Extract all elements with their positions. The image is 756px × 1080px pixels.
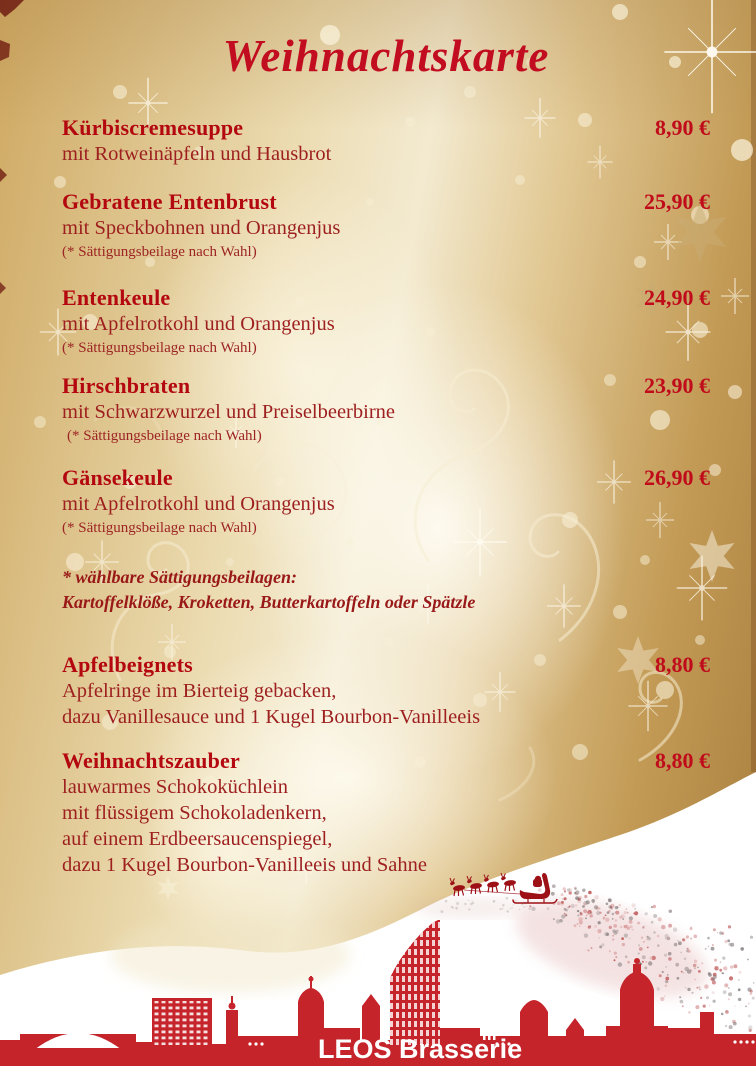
brand-label: LEOS Brasserie	[318, 1034, 523, 1064]
menu-item	[62, 373, 710, 447]
item-price: 8,80 €	[655, 652, 710, 677]
item-price: 8,90 €	[655, 115, 710, 140]
menu-item	[62, 189, 710, 263]
item-desc: mit flüssigem Schokoladenkern,	[62, 802, 327, 824]
item-desc: dazu Vanillesauce und 1 Kugel Bourbon-Vanilleeis	[62, 706, 481, 728]
item-note: (* Sättigungsbeilage nach Wahl)	[62, 340, 257, 356]
item-desc: mit Apfelrotkohl und Orangenjus	[62, 313, 335, 335]
item-price: 8,80 €	[655, 748, 710, 773]
item-price: 24,90 €	[644, 285, 710, 310]
item-name: Gebratene Entenbrust	[62, 189, 277, 214]
item-price: 23,90 €	[644, 373, 710, 398]
item-desc: mit Rotweinäpfeln und Hausbrot	[62, 143, 332, 165]
item-name: Hirschbraten	[62, 373, 191, 398]
page-title: Weihnachtskarte	[222, 31, 550, 81]
item-name: Apfelbeignets	[62, 652, 193, 677]
item-desc: dazu 1 Kugel Bourbon-Vanilleeis und Sahne	[62, 854, 427, 876]
menu-item	[62, 465, 710, 539]
item-name: Weihnachtszauber	[62, 748, 240, 773]
item-name: Gänsekeule	[62, 465, 173, 490]
sides-note	[62, 565, 710, 615]
item-desc: Apfelringe im Bierteig gebacken,	[62, 680, 337, 702]
item-desc: mit Speckbohnen und Orangenjus	[62, 217, 341, 239]
menu-item	[62, 652, 710, 730]
item-desc: lauwarmes Schokoküchlein	[62, 776, 289, 798]
item-desc: mit Schwarzwurzel und Preiselbeerbirne	[62, 401, 396, 423]
item-name: Entenkeule	[62, 285, 171, 310]
item-note: (* Sättigungsbeilage nach Wahl)	[67, 428, 262, 444]
item-price: 25,90 €	[644, 189, 710, 214]
item-desc: mit Apfelrotkohl und Orangenjus	[62, 493, 335, 515]
item-name: Kürbiscremesuppe	[62, 115, 244, 140]
item-price: 26,90 €	[644, 465, 710, 490]
item-note: (* Sättigungsbeilage nach Wahl)	[62, 520, 257, 536]
item-desc: auf einem Erdbeersaucenspiegel,	[62, 828, 333, 850]
menu-item	[62, 748, 710, 878]
item-note: (* Sättigungsbeilage nach Wahl)	[62, 244, 257, 260]
sides-note-line2: Kartoffelklöße, Kroketten, Butterkartoffeln oder Spätzle	[62, 592, 476, 612]
sides-note-line1: * wählbare Sättigungsbeilagen:	[62, 567, 298, 587]
menu-item	[62, 285, 710, 359]
menu-item	[62, 115, 710, 167]
